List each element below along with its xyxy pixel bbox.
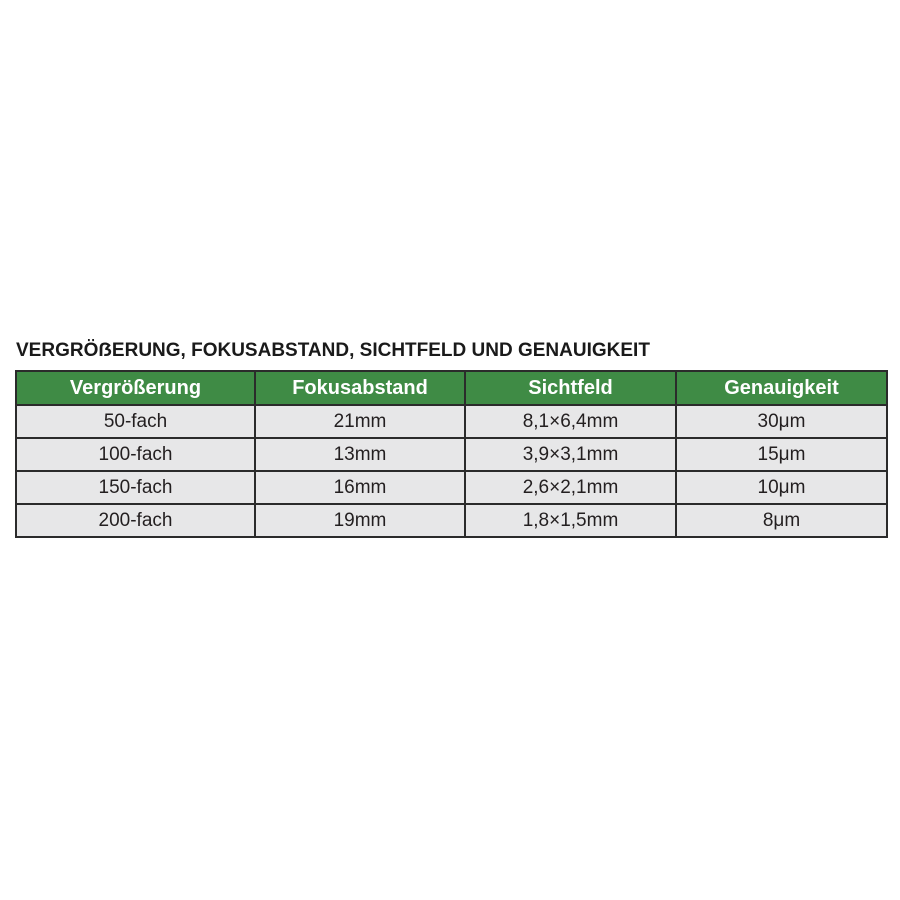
cell-field-of-view: 3,9×3,1mm [465, 438, 676, 471]
header-accuracy: Genauigkeit [676, 371, 887, 405]
cell-focus-distance: 21mm [255, 405, 465, 438]
cell-field-of-view: 1,8×1,5mm [465, 504, 676, 537]
cell-accuracy: 15μm [676, 438, 887, 471]
cell-focus-distance: 13mm [255, 438, 465, 471]
cell-magnification: 100-fach [16, 438, 255, 471]
section-title: VERGRÖẞERUNG, FOKUSABSTAND, SICHTFELD UND GENAUIGKEIT [16, 340, 650, 361]
table-row [16, 471, 887, 504]
cell-magnification: 200-fach [16, 504, 255, 537]
table-row [16, 405, 887, 438]
cell-magnification: 150-fach [16, 471, 255, 504]
table-header-row [16, 371, 887, 405]
cell-focus-distance: 19mm [255, 504, 465, 537]
cell-accuracy: 10μm [676, 471, 887, 504]
header-field-of-view: Sichtfeld [465, 371, 676, 405]
cell-field-of-view: 8,1×6,4mm [465, 405, 676, 438]
cell-focus-distance: 16mm [255, 471, 465, 504]
cell-field-of-view: 2,6×2,1mm [465, 471, 676, 504]
cell-accuracy: 8μm [676, 504, 887, 537]
cell-accuracy: 30μm [676, 405, 887, 438]
cell-magnification: 50-fach [16, 405, 255, 438]
header-focus-distance: Fokusabstand [255, 371, 465, 405]
header-magnification: Vergrößerung [16, 371, 255, 405]
specification-table [15, 370, 888, 538]
table-row [16, 504, 887, 537]
table-row [16, 438, 887, 471]
